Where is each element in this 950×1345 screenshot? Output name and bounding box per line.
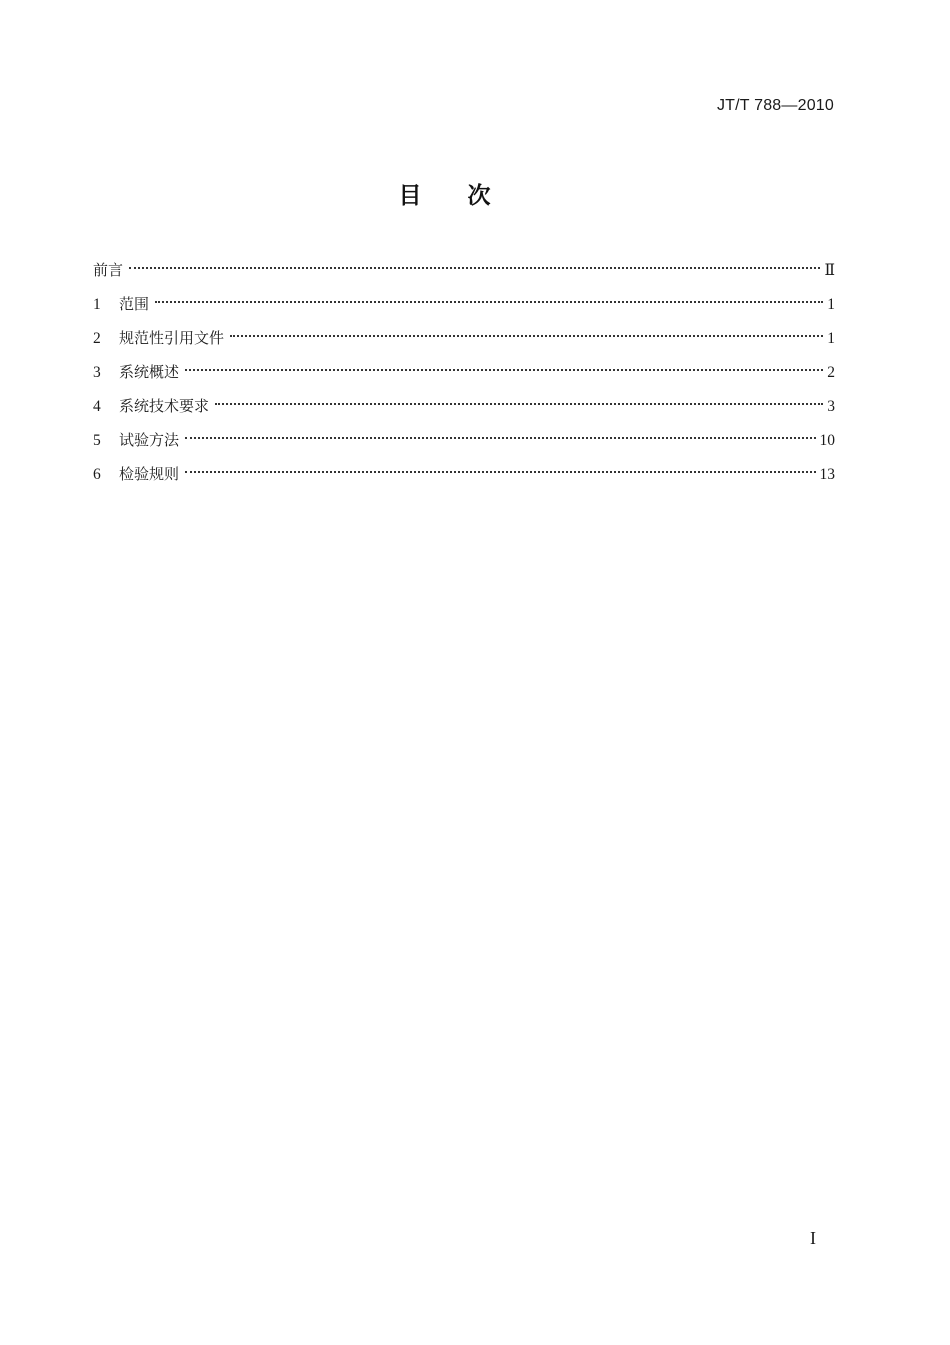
toc-entry-number: 6	[93, 466, 101, 483]
toc-entry-label: 系统概述	[119, 363, 180, 381]
toc-entry-number: 4	[93, 398, 101, 415]
toc-entry-label: 检验规则	[119, 465, 180, 483]
toc-entry-system-overview[interactable]	[93, 355, 835, 389]
toc-entry-system-requirements[interactable]	[93, 389, 835, 423]
toc-entry-number: 5	[93, 432, 101, 449]
toc-dot-leader	[155, 287, 823, 309]
toc-entry-normative-references[interactable]	[93, 321, 835, 355]
toc-entry-inspection-rules[interactable]	[93, 457, 835, 491]
toc-entry-label: 系统技术要求	[119, 397, 210, 415]
toc-entry-scope[interactable]	[93, 287, 835, 321]
toc-entry-page: 3	[827, 398, 835, 415]
toc-entry-label: 范围	[119, 295, 150, 313]
toc-entry-label: 规范性引用文件	[119, 329, 225, 347]
toc-dot-leader	[185, 423, 815, 445]
toc-entry-page: Ⅱ	[824, 262, 835, 279]
toc-dot-leader	[185, 457, 815, 479]
toc-entry-page: 13	[819, 466, 835, 483]
toc-entry-page: 2	[827, 364, 835, 381]
toc-dot-leader	[230, 321, 823, 343]
toc-entry-page: 1	[827, 296, 835, 313]
toc-dot-leader	[185, 355, 823, 377]
toc-entry-number: 2	[93, 330, 101, 347]
table-of-contents	[93, 253, 835, 491]
toc-dot-leader	[129, 253, 820, 275]
toc-entry-foreword[interactable]	[93, 253, 835, 287]
toc-dot-leader	[215, 389, 823, 411]
page-number: I	[810, 1228, 816, 1248]
toc-entry-label: 前言	[93, 261, 124, 279]
toc-entry-page: 10	[819, 432, 835, 449]
toc-title: 目次	[398, 183, 537, 209]
toc-entry-number: 3	[93, 364, 101, 381]
toc-entry-number: 1	[93, 296, 101, 313]
toc-entry-page: 1	[827, 330, 835, 347]
toc-entry-test-methods[interactable]	[93, 423, 835, 457]
toc-entry-label: 试验方法	[119, 431, 180, 449]
standard-number: JT/T 788—2010	[716, 97, 834, 114]
